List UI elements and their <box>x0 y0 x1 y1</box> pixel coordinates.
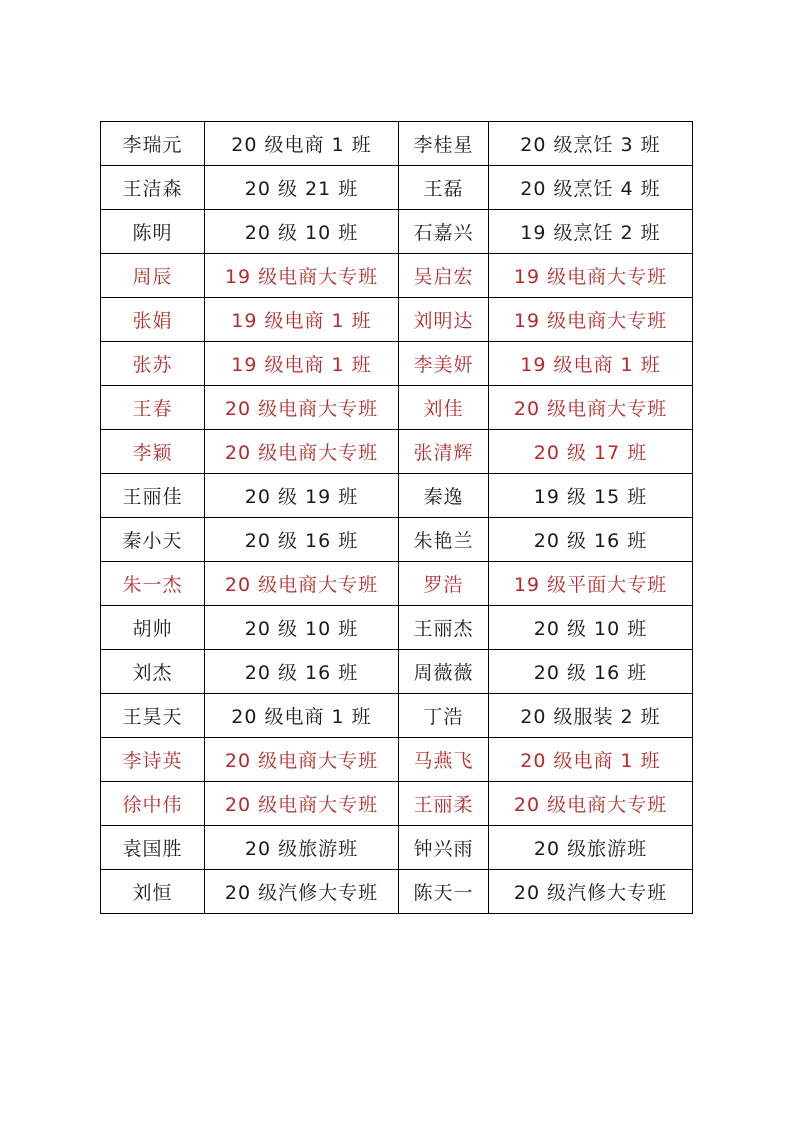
student-name-cell: 陈天一 <box>399 870 489 914</box>
table-row <box>101 474 693 518</box>
class-cell: 19 级电商 1 班 <box>205 342 399 386</box>
student-name-cell: 石嘉兴 <box>399 210 489 254</box>
table-row <box>101 210 693 254</box>
student-name-cell: 吴启宏 <box>399 254 489 298</box>
student-name-cell: 刘明达 <box>399 298 489 342</box>
class-cell: 20 级 10 班 <box>205 606 399 650</box>
table-row <box>101 694 693 738</box>
class-cell: 20 级电商大专班 <box>205 562 399 606</box>
class-cell: 20 级 21 班 <box>205 166 399 210</box>
class-cell: 20 级 16 班 <box>489 650 693 694</box>
student-name-cell: 王洁森 <box>101 166 205 210</box>
class-cell: 20 级电商大专班 <box>205 738 399 782</box>
student-name-cell: 秦逸 <box>399 474 489 518</box>
student-name-cell: 张娟 <box>101 298 205 342</box>
class-cell: 20 级电商 1 班 <box>205 694 399 738</box>
class-cell: 20 级电商大专班 <box>205 782 399 826</box>
student-name-cell: 王丽柔 <box>399 782 489 826</box>
student-name-cell: 钟兴雨 <box>399 826 489 870</box>
student-class-table <box>100 121 693 914</box>
table-row <box>101 518 693 562</box>
class-cell: 20 级烹饪 4 班 <box>489 166 693 210</box>
class-cell: 20 级电商大专班 <box>489 386 693 430</box>
class-cell: 19 级电商大专班 <box>489 254 693 298</box>
class-cell: 20 级旅游班 <box>205 826 399 870</box>
student-name-cell: 丁浩 <box>399 694 489 738</box>
student-name-cell: 周薇薇 <box>399 650 489 694</box>
student-name-cell: 王丽佳 <box>101 474 205 518</box>
student-name-cell: 张苏 <box>101 342 205 386</box>
table-row <box>101 738 693 782</box>
student-name-cell: 罗浩 <box>399 562 489 606</box>
student-name-cell: 袁国胜 <box>101 826 205 870</box>
student-name-cell: 李诗英 <box>101 738 205 782</box>
student-name-cell: 王春 <box>101 386 205 430</box>
class-cell: 20 级汽修大专班 <box>489 870 693 914</box>
class-cell: 20 级烹饪 3 班 <box>489 122 693 166</box>
student-name-cell: 马燕飞 <box>399 738 489 782</box>
class-cell: 20 级 10 班 <box>205 210 399 254</box>
class-cell: 20 级电商大专班 <box>205 430 399 474</box>
student-name-cell: 李颖 <box>101 430 205 474</box>
class-cell: 20 级汽修大专班 <box>205 870 399 914</box>
table-row <box>101 122 693 166</box>
class-cell: 20 级电商大专班 <box>205 386 399 430</box>
class-cell: 19 级电商大专班 <box>489 298 693 342</box>
student-name-cell: 朱艳兰 <box>399 518 489 562</box>
student-name-cell: 朱一杰 <box>101 562 205 606</box>
class-cell: 19 级电商 1 班 <box>205 298 399 342</box>
student-name-cell: 陈明 <box>101 210 205 254</box>
student-name-cell: 刘佳 <box>399 386 489 430</box>
student-name-cell: 胡帅 <box>101 606 205 650</box>
class-cell: 20 级 19 班 <box>205 474 399 518</box>
student-name-cell: 秦小天 <box>101 518 205 562</box>
student-name-cell: 李桂星 <box>399 122 489 166</box>
class-cell: 20 级服装 2 班 <box>489 694 693 738</box>
class-cell: 20 级 16 班 <box>205 650 399 694</box>
table-row <box>101 870 693 914</box>
table-row <box>101 166 693 210</box>
class-cell: 20 级电商 1 班 <box>489 738 693 782</box>
student-name-cell: 李美妍 <box>399 342 489 386</box>
class-cell: 20 级电商大专班 <box>489 782 693 826</box>
class-cell: 19 级烹饪 2 班 <box>489 210 693 254</box>
table-row <box>101 254 693 298</box>
table-row <box>101 782 693 826</box>
table-row <box>101 298 693 342</box>
table-row <box>101 650 693 694</box>
class-cell: 19 级电商大专班 <box>205 254 399 298</box>
class-cell: 20 级 17 班 <box>489 430 693 474</box>
student-name-cell: 徐中伟 <box>101 782 205 826</box>
student-name-cell: 刘杰 <box>101 650 205 694</box>
class-cell: 20 级 16 班 <box>205 518 399 562</box>
class-cell: 19 级平面大专班 <box>489 562 693 606</box>
table-row <box>101 606 693 650</box>
class-cell: 19 级电商 1 班 <box>489 342 693 386</box>
class-cell: 19 级 15 班 <box>489 474 693 518</box>
class-cell: 20 级 16 班 <box>489 518 693 562</box>
table-row <box>101 430 693 474</box>
class-cell: 20 级 10 班 <box>489 606 693 650</box>
student-name-cell: 周辰 <box>101 254 205 298</box>
student-name-cell: 王磊 <box>399 166 489 210</box>
table-row <box>101 342 693 386</box>
class-cell: 20 级旅游班 <box>489 826 693 870</box>
student-name-cell: 刘恒 <box>101 870 205 914</box>
student-name-cell: 王丽杰 <box>399 606 489 650</box>
table-body <box>101 122 693 914</box>
student-name-cell: 张清辉 <box>399 430 489 474</box>
table-row <box>101 386 693 430</box>
student-name-cell: 李瑞元 <box>101 122 205 166</box>
class-cell: 20 级电商 1 班 <box>205 122 399 166</box>
table-row <box>101 826 693 870</box>
table-row <box>101 562 693 606</box>
student-name-cell: 王昊天 <box>101 694 205 738</box>
